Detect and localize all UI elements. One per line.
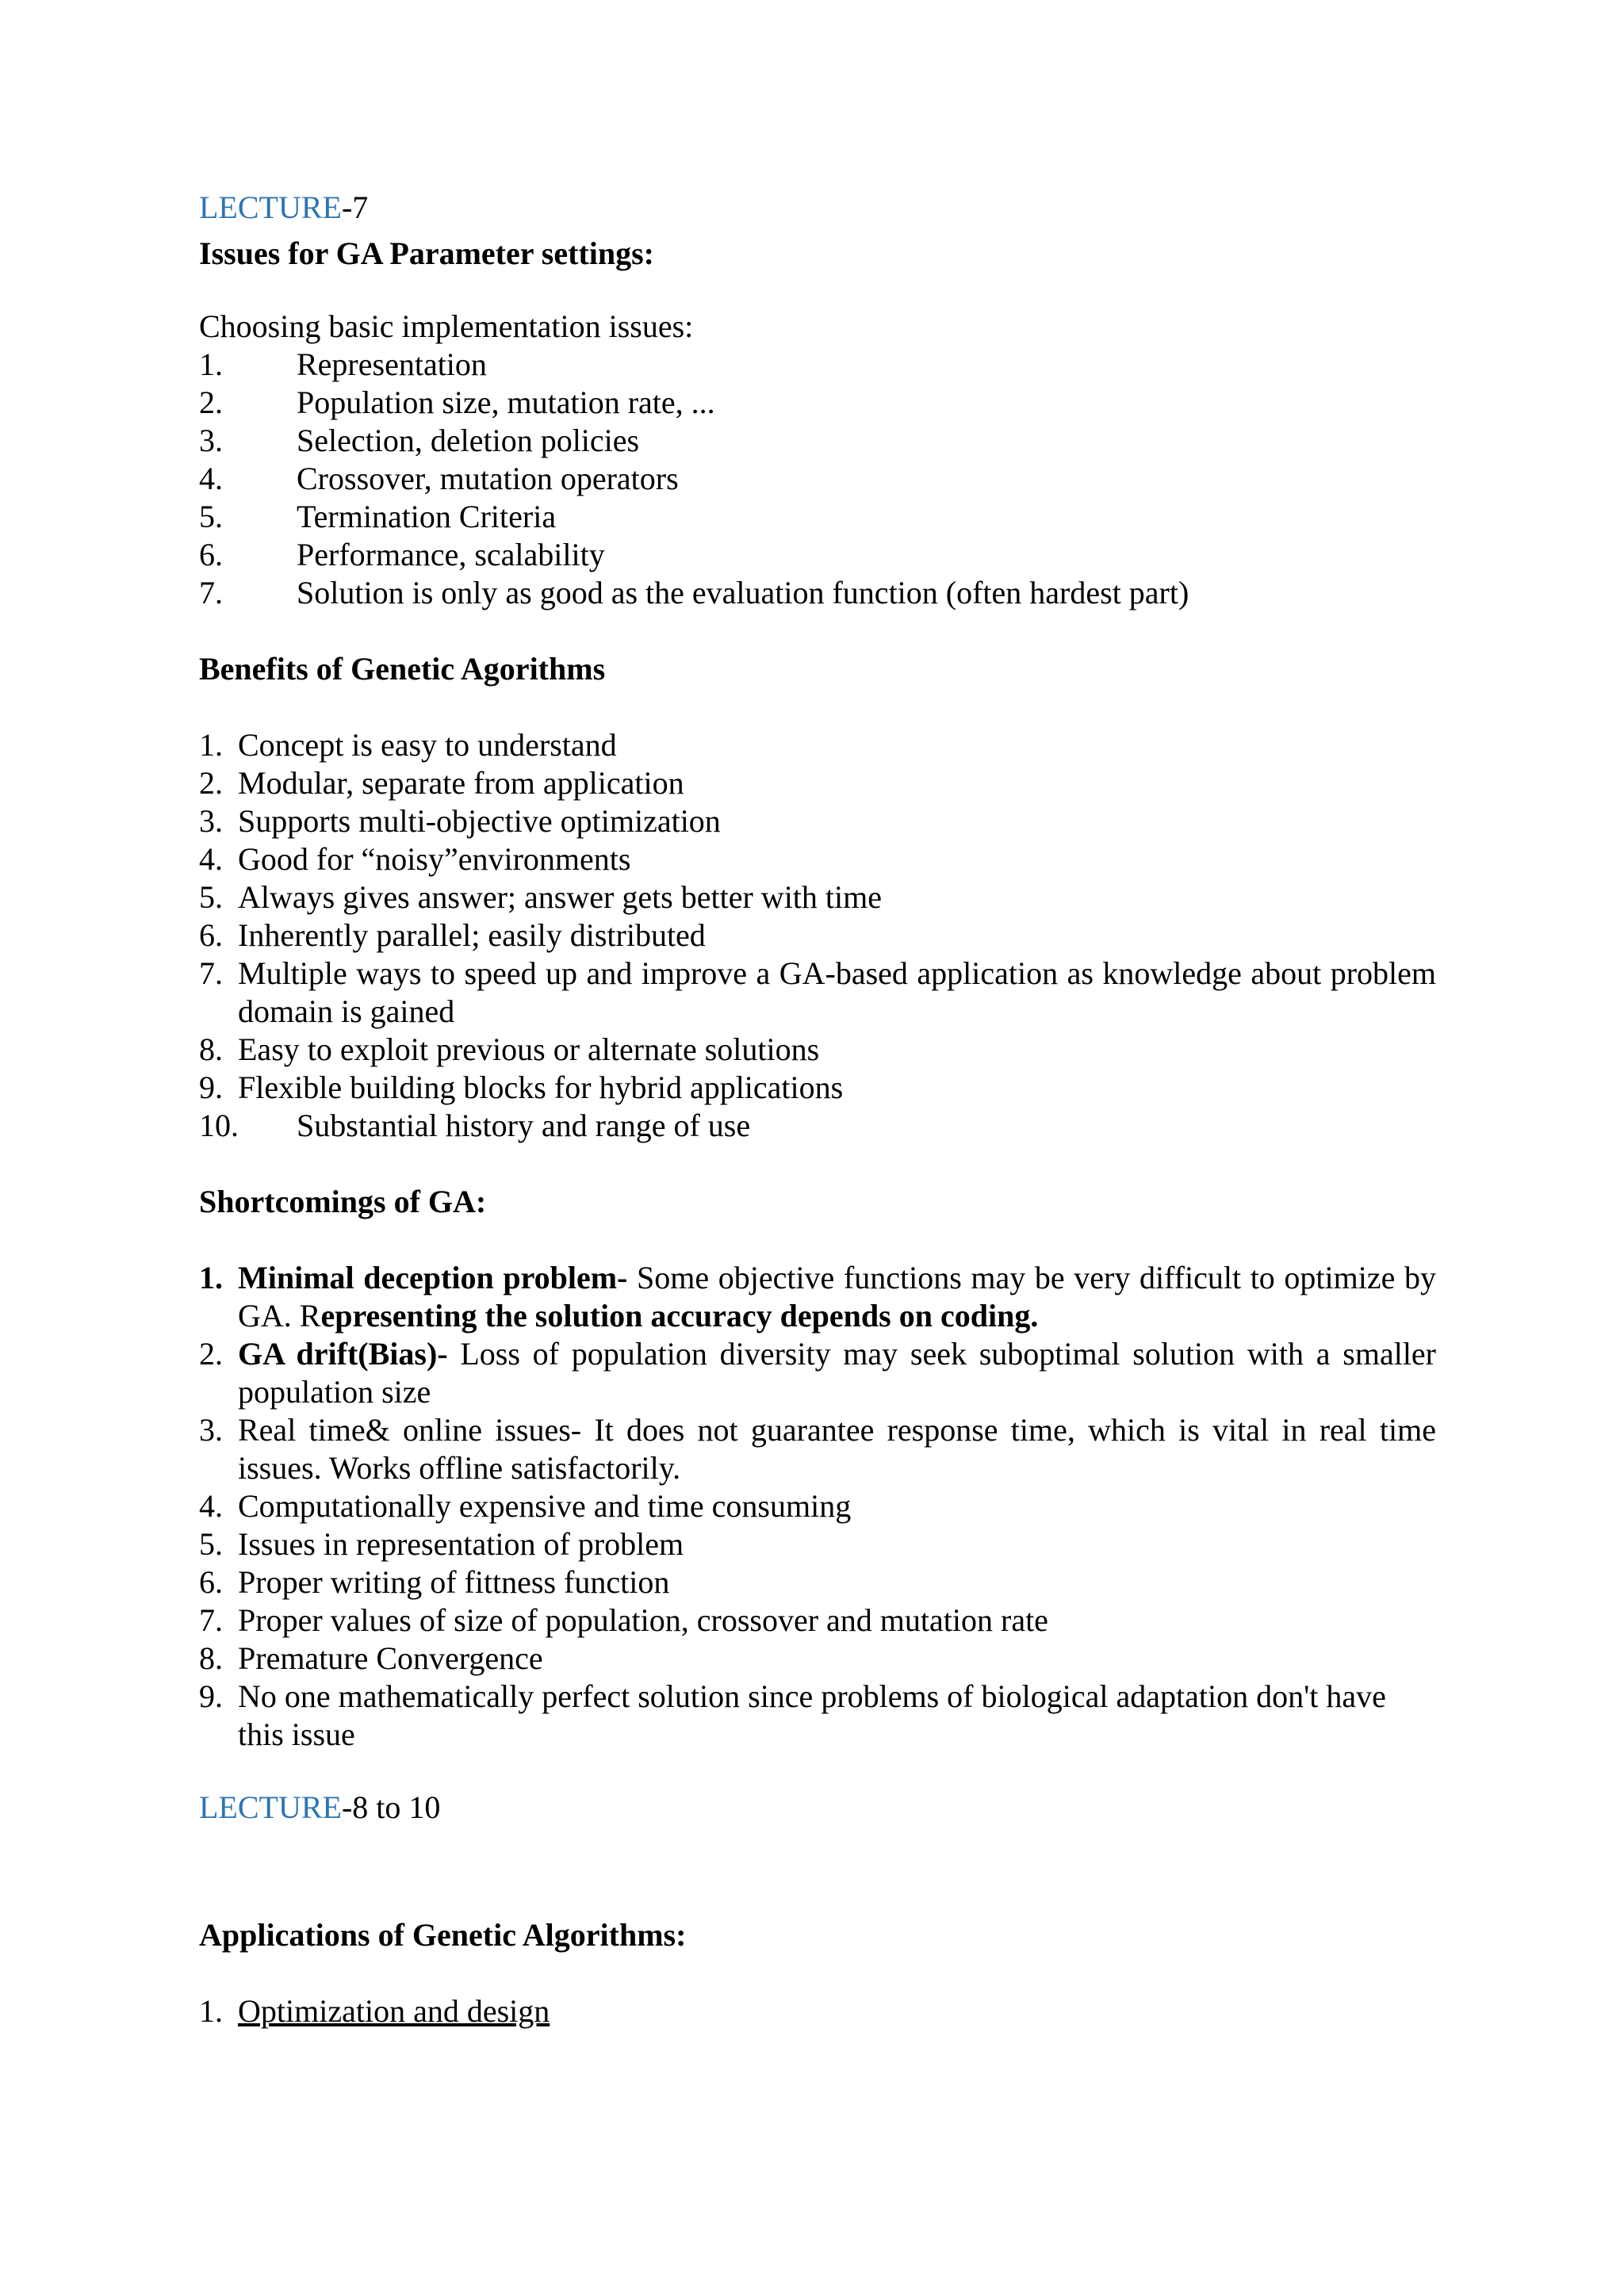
list-item: 4. Good for “noisy”environments	[199, 841, 631, 877]
issues-intro: Choosing basic implementation issues:	[199, 308, 694, 344]
issues-list	[199, 346, 1436, 612]
list-item: 6. Performance, scalability	[199, 537, 605, 572]
list-item: 6. Proper writing of fittness function	[199, 1564, 670, 1600]
applications-list	[199, 1992, 1436, 2030]
list-item: 5. Termination Criteria	[199, 499, 557, 534]
list-item: 5. Always gives answer; answer gets better with time	[199, 879, 883, 915]
shortcomings-heading: Shortcomings of GA:	[199, 1184, 487, 1219]
list-item: 9. Flexible building blocks for hybrid applications	[199, 1070, 844, 1105]
list-item: 2. GA drift(Bias)- Loss of population diversity may seek suboptimal solution with a smaller population size	[199, 1336, 1437, 1410]
benefits-heading: Benefits of Genetic Agorithms	[199, 651, 606, 687]
list-item: 5. Issues in representation of problem	[199, 1526, 684, 1562]
applications-heading: Applications of Genetic Algorithms:	[199, 1917, 687, 1953]
lecture-8-10-label: LECTURE-8 to 10	[199, 1789, 441, 1825]
lecture-7-label: LECTURE-7	[199, 189, 369, 225]
list-item: 7. Proper values of size of population, crossover and mutation rate	[199, 1602, 1048, 1638]
list-item: 2. Modular, separate from application	[199, 765, 684, 801]
benefits-list	[199, 726, 1436, 1145]
list-item: 1. Representation	[199, 346, 487, 382]
list-item: 4. Crossover, mutation operators	[199, 461, 679, 496]
list-item: 8. Easy to exploit previous or alternate solutions	[199, 1031, 820, 1067]
list-item: 9. No one mathematically perfect solution since problems of biological adaptation don't have this issue	[199, 1678, 1386, 1752]
list-item: 1. Optimization and design	[199, 1993, 550, 2029]
list-item: 4. Computationally expensive and time consuming	[199, 1488, 852, 1524]
shortcomings-list	[199, 1259, 1436, 1754]
list-item: 1. Concept is easy to understand	[199, 727, 617, 763]
list-item: 8. Premature Convergence	[199, 1640, 543, 1676]
list-item: 6. Inherently parallel; easily distributed	[199, 917, 706, 953]
list-item: 3. Real time& online issues- It does not guarantee response time, which is vital in real time issues. Works offline satisfactorily.	[199, 1412, 1436, 1486]
list-item: 3. Supports multi-objective optimization	[199, 803, 721, 839]
list-item: 7. Solution is only as good as the evaluation function (often hardest part)	[199, 575, 1189, 610]
list-item: 10. Substantial history and range of use	[199, 1108, 751, 1143]
list-item: 1. Minimal deception problem- Some objective functions may be very difficult to optimize by GA. Representing the solution accuracy depends on coding.	[199, 1260, 1436, 1334]
document-page	[199, 189, 1436, 2030]
list-item: 3. Selection, deletion policies	[199, 423, 640, 458]
list-item: 2. Population size, mutation rate, ...	[199, 385, 715, 420]
issues-heading: Issues for GA Parameter settings:	[199, 235, 654, 271]
list-item: 7. Multiple ways to speed up and improve a GA-based application as knowledge about problem domain is gained	[199, 955, 1436, 1029]
